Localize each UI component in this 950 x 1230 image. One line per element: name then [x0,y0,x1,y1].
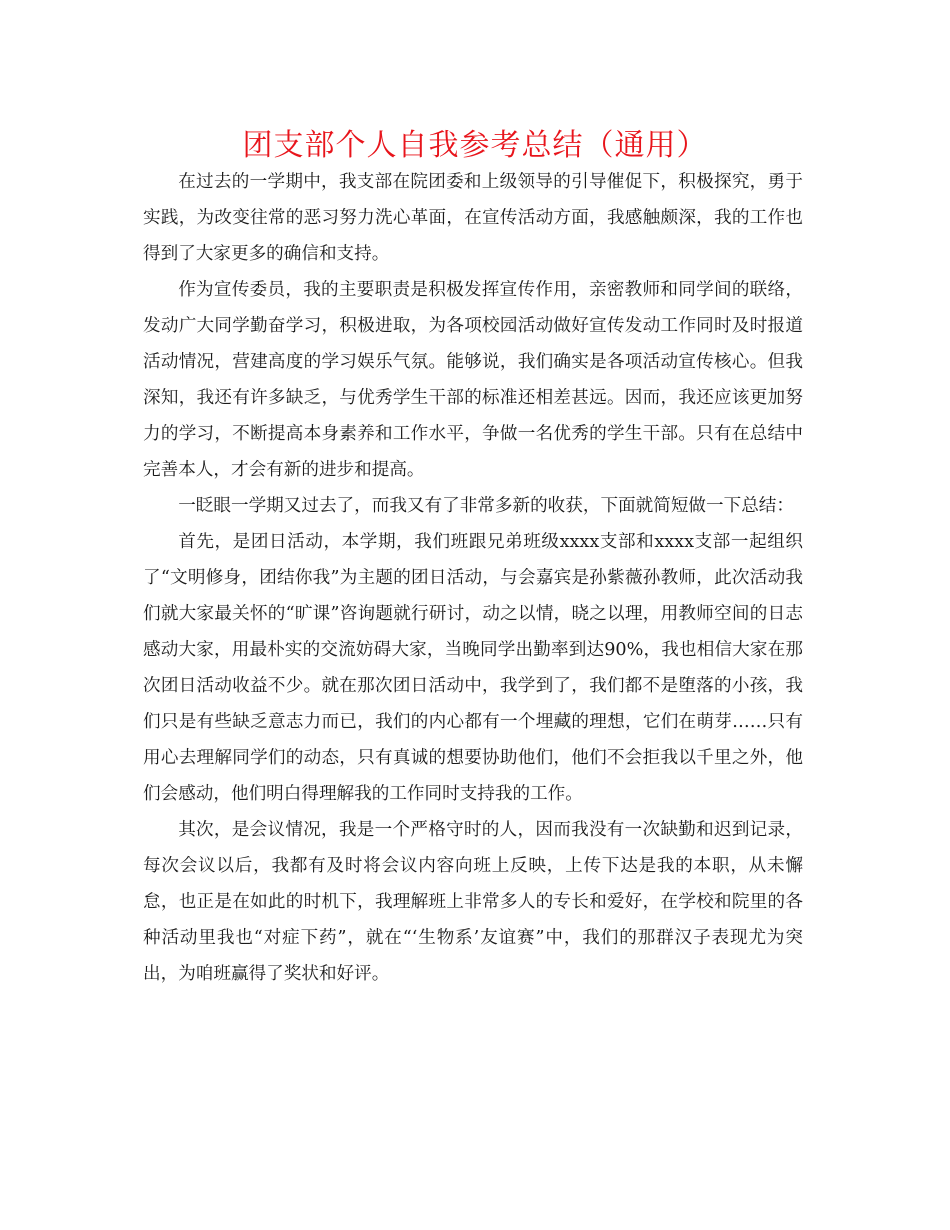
paragraph-4: 首先，是团日活动，本学期，我们班跟兄弟班级xxxx支部和xxxx支部一起组织了“文明修身，团结你我”为主题的团日活动，与会嘉宾是孙紫薇孙教师，此次活动我们就大家最关怀的“旷课”咨询题就行研讨，动之以情，晓之以理，用教师空间的日志感动大家，用最朴实的交流妨碍大家，当晚同学出勤率到达90%，我也相信大家在那次团日活动收益不少。就在那次团日活动中，我学到了，我们都不是堕落的小孩，我们只是有些缺乏意志力而已，我们的内心都有一个埋藏的理想，它们在萌芽……只有用心去理解同学们的动态，只有真诚的想要协助他们，他们不会拒我以千里之外，他们会感动，他们明白得理解我的工作同时支持我的工作。 [143,532,803,804]
paragraph-2: 作为宣传委员，我的主要职责是积极发挥宣传作用，亲密教师和同学间的联络，发动广大同学勤奋学习，积极进取，为各项校园活动做好宣传发动工作同时及时报道活动情况，营建高度的学习娱乐气氛。能够说，我们确实是各项活动宣传核心。但我深知，我还有许多缺乏，与优秀学生干部的标准还相差甚远。因而，我还应该更加努力的学习，不断提高本身素养和工作水平，争做一名优秀的学生干部。只有在总结中完善本人，才会有新的进步和提高。 [143,280,803,480]
paragraph-1: 在过去的一学期中，我支部在院团委和上级领导的引导催促下，积极探究，勇于实践，为改变往常的恶习努力洗心革面，在宣传活动方面，我感触颇深，我的工作也得到了大家更多的确信和支持。 [143,172,803,264]
paragraph-5: 其次，是会议情况，我是一个严格守时的人，因而我没有一次缺勤和迟到记录，每次会议以后，我都有及时将会议内容向班上反映，上传下达是我的本职，从未懈怠，也正是在如此的时机下，我理解班上非常多人的专长和爱好，在学校和院里的各种活动里我也“对症下药”，就在“‘生物系’友谊赛”中，我们的那群汉子表现尤为突出，为咱班赢得了奖状和好评。 [143,820,803,984]
document-body [143,164,803,992]
paragraph-3: 一眨眼一学期又过去了，而我又有了非常多新的收获，下面就简短做一下总结： [178,496,794,516]
document-title: 团支部个人自我参考总结（通用） [242,128,708,163]
